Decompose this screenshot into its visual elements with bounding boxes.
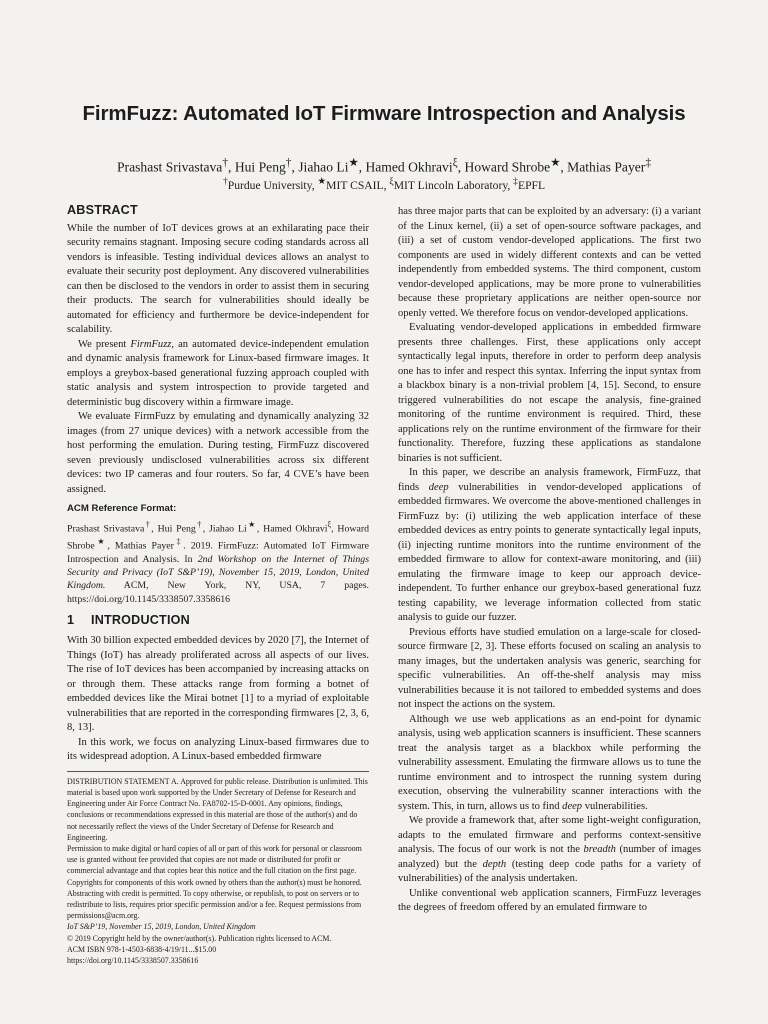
footnote-block (67, 776, 369, 966)
doi-line[interactable]: https://doi.org/10.1145/3338507.3358616 (67, 956, 199, 966)
left-column (67, 203, 369, 966)
copyright-line: © 2019 Copyright held by the owner/author(s). Publication rights licensed to ACM. (67, 933, 332, 943)
isbn-line: ACM ISBN 978-1-4503-6838-4/19/11...$15.00 (67, 944, 217, 954)
body-paragraph: Evaluating vendor-developed applications in embedded firmware presents three challenges. First, these applications only accept syntactically legal inputs, therefore in order to perform deep analysis one has to infer and respect this syntax. Inferring the input syntax from a blackbox binary is a non-trivial problem [4, 15]. Second, to ensure triggered vulnerabilities do not escape the analysis, fine-grained monitoring of the runtime environment is required. Third, these applications rely on the runtime environment of the firmware for their functionality. Therefore, fuzzing these applications as standalone binaries is not sufficient. (398, 322, 701, 464)
venue-line: IoT S&P’19, November 15, 2019, London, United Kingdom (67, 922, 256, 932)
acm-reference-text: Prashast Srivastava†, Hui Peng†, Jiahao Li★, Hamed Okhravi$^\xi$, Howard Shrobe★, Mathias Payer‡. 2019. FirmFuzz: Automated IoT Firmware Introspection and Analysis. In 2nd Workshop on the Internet of Things Security and Privacy (IoT S&P’19), November 15, 2019, London, United Kingdom. ACM, New York, NY, USA, 7 pages. https://doi.org/10.1145/3338507.3358616 (67, 519, 370, 605)
abstract-paragraph: We evaluate FirmFuzz by emulating and dynamically analyzing 32 images (from 27 unique devices) with a network accessible from the host performing the emulation. During testing, FirmFuzz discovered seven previously undisclosed vulnerabilities across six different devices: two IP cameras and four routers. So far, 4 CVE’s have been assigned. (67, 411, 369, 495)
body-paragraph: Unlike conventional web application scanners, FirmFuzz leverages the degrees of freedom offered by an emulated firmware to (398, 887, 701, 913)
paper-title: FirmFuzz: Automated IoT Firmware Introspection and Analysis (82, 102, 686, 125)
abstract-paragraph: While the number of IoT devices grows at an exhilarating pace their security remains stagnant. Imposing secure coding standards across all vendors is infeasible. Testing individual devices allows an analyst to evaluate their security post deployment. Any discovered vulnerabilities can then be disclosed to the vendors in order to assist them in securing their products. The search for vulnerabilities should ideally be automated for efficiency and furthermore be device-independent for scalability. (67, 222, 369, 335)
acm-reference-heading: ACM Reference Format: (67, 503, 177, 514)
abstract-heading: ABSTRACT (67, 203, 138, 217)
abstract-paragraph: We present FirmFuzz, an automated device-independent emulation and dynamic analysis framework for Linux-based firmware images. It employs a greybox-based generational fuzzing approach coupled with static analysis and system introspection to provide targeted and deterministic bug discovery within a firmware image. (67, 338, 369, 408)
author-list: Prashast Srivastava†, Hui Peng†, Jiahao Li★, Hamed Okhravi$^\xi$, Howard Shrobe★, Mathias Payer‡ (117, 157, 651, 175)
intro-paragraph: With 30 billion expected embedded devices by 2020 [7], the Internet of Things (IoT) has already proliferated across all aspects of our lives. The rise of IoT devices has been accompanied by increasing attacks on or through them. These attacks range from forming a botnet of embedded devices like the Mirai botnet [1] to a myriad of exploitable vulnerabilities that are reported in the corresponding firmwares [2, 3, 6, 8, 13]. (67, 635, 369, 734)
distribution-statement: DISTRIBUTION STATEMENT A. Approved for public release. Distribution is unlimited. This material is based upon work supported by the Under Secretary of Defense for Research and Engineering under Air Force Contract No. FA8702-15-D-0001. Any opinions, findings, conclusions or recommendations expressed in this material are those of the author(s) and do not necessarily reflect the views of the Under Secretary of Defense for Research and Engineering. (67, 776, 368, 842)
body-paragraph: Although we use web applications as an end-point for dynamic analysis, using web application scanners is insufficient. These scanners treat the analysis target as a blackbox while performing the vulnerability assessment. Emulating the firmware allows us to tune the runtime environment and to introspect the running system during execution, observing the vulnerability scanner interactions with the system. This, in turn, allows us to find deep vulnerabilities. (398, 713, 701, 812)
section-number: 1 (67, 612, 75, 627)
intro-paragraph: In this work, we focus on analyzing Linux-based firmwares due to its widespread adoption. A Linux-based embedded firmware (67, 736, 369, 763)
affiliations: †Purdue University, ★MIT CSAIL, $^\xi$MIT Lincoln Laboratory, ‡EPFL (222, 176, 546, 192)
body-paragraph: In this paper, we describe an analysis framework, FirmFuzz, that finds deep vulnerabilities in vendor-developed applications of embedded firmwares. We overcome the above-mentioned challenges in FirmFuzz by: (i) utilizing the web application interface of these embedded devices as entry points to generate syntactically legal inputs, (ii) injecting runtime monitors into the runtime environment of the embedded firmware to allow for context-aware monitoring, and (iii) emulating the firmware image to keep our approach device-independent. To further enhance our greybox-based generational fuzz testing capability, we leverage information collected from static analysis to guide our fuzzer. (398, 467, 702, 623)
section-title: INTRODUCTION (91, 612, 190, 627)
body-paragraph: has three major parts that can be exploited by an adversary: (i) a variant of the Linux kernel, (ii) a set of open-source software packages, and (iii) a set of custom vendor-developed applications. The first two components are used in widely different contexts and can be vetted independently from embedded systems. The third component, custom vendor-developed applications, may be more prone to vulnerabilities because these proprietary applications are neither open-source nor openly vetted. We therefore focus on vendor-developed applications. (398, 206, 701, 319)
body-paragraph: We provide a framework that, after some light-weight configuration, adapts to the emulated firmware and performs context-sensitive analysis. The focus of our work is not the breadth (number of images analyzed) but the depth (testing deep code paths for a variety of vulnerabilities) of the analysis undertaken. (398, 815, 701, 884)
body-paragraph: Previous efforts have studied emulation on a large-scale for closed-source firmware [2, 3]. These efforts focused on scaling an analysis to many images, but the undertaken analysis was generic, searching for specific vulnerabilities. An off-the-shelf analysis may miss vulnerabilities because it is not tailored to embedded systems and does not inspect the actions on the system. (398, 626, 701, 710)
permission-statement: Permission to make digital or hard copies of all or part of this work for personal or classroom use is granted without fee provided that copies are not made or distributed for profit or commercial advantage and that copies bear this notice and the full citation on the first page. Copyrights for components of this work owned by others than the author(s) must be honored. Abstracting with credit is permitted. To copy otherwise, or republish, to post on servers or to redistribute to lists, requires prior specific permission and/or a fee. Request permissions from permissions@acm.org. (67, 844, 362, 921)
footnote-divider (67, 771, 369, 772)
section-heading-introduction (67, 613, 369, 628)
right-column (398, 205, 701, 916)
